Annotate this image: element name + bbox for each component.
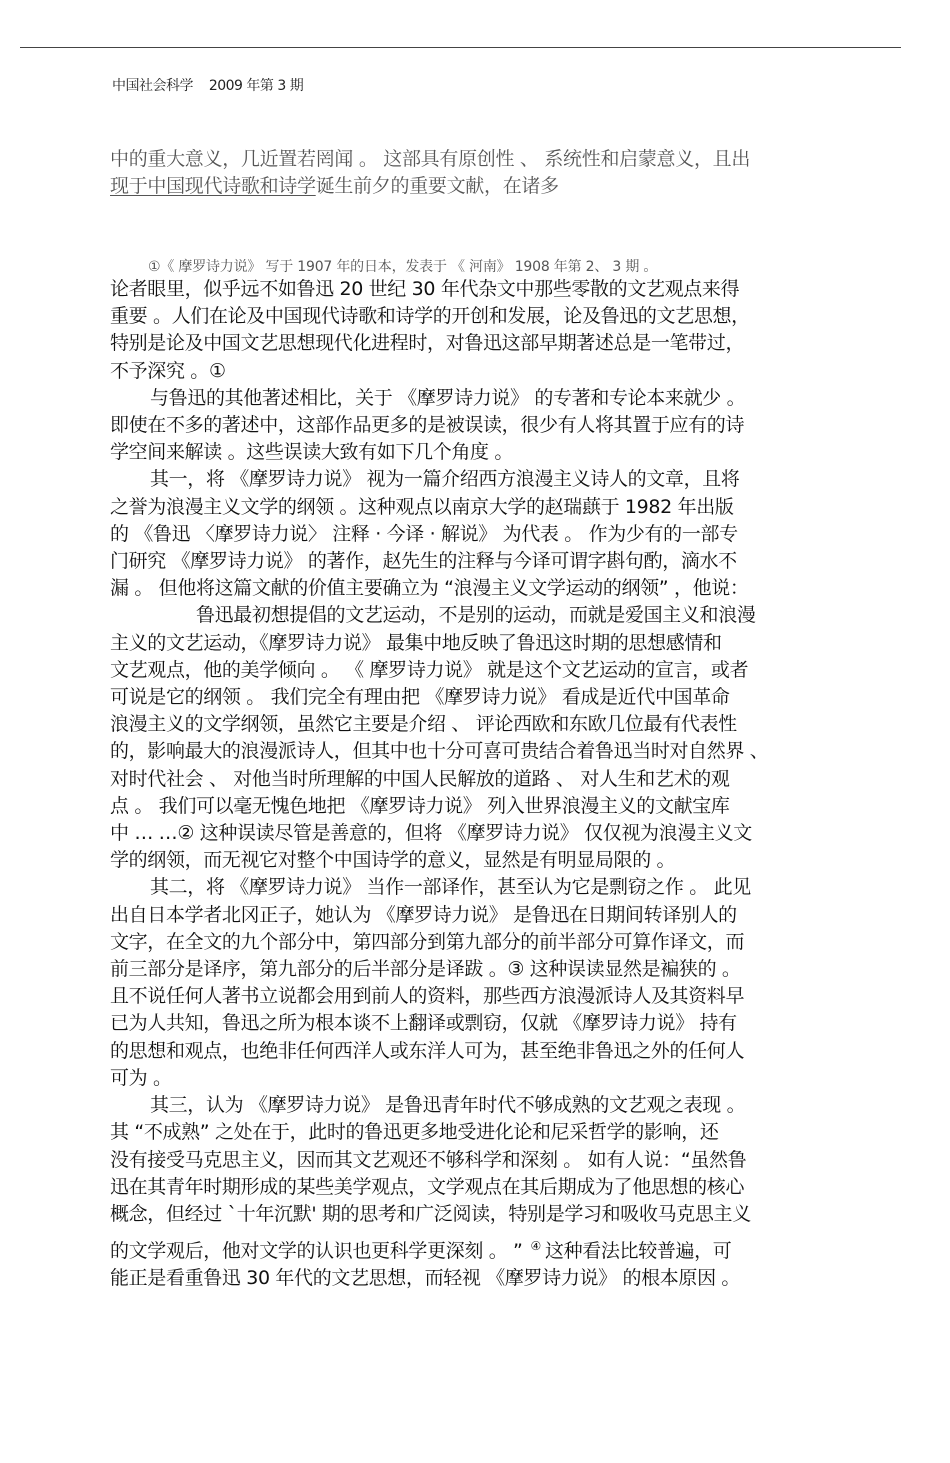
paragraph: 其二，将 《摩罗诗力说》 当作一部译作，甚至认为它是剽窃之作 。 此见 出自日本学者北冈正子，她认为 《摩罗诗力说》 是鲁迅在日期间转译别人的 文字，在全文的九个部分中，第四部分到第九部分的前半部分可算作译文，而 前三部分是译序，第九部分的后半部分是译跋 。③ 这种误读显然是褊狭的 。 且不说任何人著书立说都会用到前人的资料，那些西方浪漫派诗人及其资料早 已为人共知，鲁迅之所为根本谈不上翻译或剽窃，仅就 《摩罗诗力说》 持有 的思想和观点，也绝非任何西洋人或东洋人可为，甚至绝非鲁迅之外的任何人 可为 。 <box>110 876 751 1089</box>
continuation-line: 现于中国现代诗歌和诗学诞生前夕的重要文献，在诸多 <box>110 175 559 197</box>
issue-number: 2009 年第 3 期 <box>208 78 304 94</box>
article-body <box>110 276 840 1293</box>
footnote-marker: ④ <box>530 1239 541 1254</box>
underlined-phrase: 现于中国现代诗歌和诗学 <box>110 175 316 197</box>
paragraph: 与鲁迅的其他著述相比，关于 《摩罗诗力说》 的专著和专论本来就少 。 即使在不多的著述中，这部作品更多的是被误读，很少有人将其置于应有的诗 学空间来解读 。这些误读大致有如下几个角度 。 <box>110 386 746 464</box>
paragraph: 其一，将 《摩罗诗力说》 视为一篇介绍西方浪漫主义诗人的文章，且将 之誉为浪漫主义文学的纲领 。这种观点以南京大学的赵瑞蕻于 1982 年出版 的 《鲁迅 〈摩罗诗力说〉 注释 · 今译 · 解说》 为代表 。 作为少有的一部专 门研究 《摩罗诗力说》 的著作，赵先生的注释与今译可谓字斟句酌，滴水不 漏 。 但他将这篇文献的价值主要确立为 “浪漫主义文学运动的纲领” ，他说： <box>110 468 749 600</box>
continuation-line: 中的重大意义，几近置若罔闻 。 这部具有原创性 、 系统性和启蒙意义，且出 <box>110 148 751 170</box>
paragraph: 论者眼里，似乎远不如鲁迅 20 世纪 30 年代杂文中那些零散的文艺观点来得 重要 。人们在论及中国现代诗歌和诗学的开创和发展，论及鲁迅的文艺思想， 特别是论及中国文艺思想现代化进程时，对鲁迅这部早期著述总是一笔带过， 不予深究 。① <box>110 278 750 382</box>
block-quote: 鲁迅最初想提倡的文艺运动，不是别的运动，而就是爱国主义和浪漫 主义的文艺运动，《摩罗诗力说》 最集中地反映了鲁迅这时期的思想感情和 文艺观点，他的美学倾向 。 《 摩罗诗力说》 就是这个文艺运动的宣言，或者 可说是它的纲领 。 我们完全有理由把 《摩罗诗力说》 看成是近代中国革命 浪漫主义的文学纲领，虽然它主要是介绍 、 评论西欧和东欧几位最有代表性 的，影响最大的浪漫派诗人，但其中也十分可喜可贵结合着鲁迅当时对自然界 、 对时代社会 、 对他当时所理解的中国人民解放的道路 、 对人生和艺术的观 点 。 我们可以毫无愧色地把 《摩罗诗力说》 列入世界浪漫主义的文献宝库 中 … …② 这种误读尽管是善意的，但将 《摩罗诗力说》 仅仅视为浪漫主义文 学的纲领，而无视它对整个中国诗学的意义，显然是有明显局限的 。 <box>110 604 769 872</box>
top-rule <box>20 47 901 48</box>
journal-name: 中国社会科学 <box>112 78 193 94</box>
running-head <box>112 75 303 95</box>
paragraph: 其三，认为 《摩罗诗力说》 是鲁迅青年时代不够成熟的文艺观之表现 。 其 “不成熟” 之处在于，此时的鲁迅更多地受进化论和尼采哲学的影响，还 没有接受马克思主义，因而其文艺观还不够科学和深刻 。 如有人说：“虽然鲁 迅在其青年时期形成的某些美学观点，文学观点在其后期成为了他思想的核心 概念，但经过 `十年沉默' 期的思考和广泛阅读，特别是学习和吸收马克思主义 的文学观后，他对文学的认识也更科学更深刻 。 ” ④ 这种看法比较普遍，可 能正是看重鲁迅 30 年代的文艺思想，而轻视 《摩罗诗力说》 的根本原因 。 <box>110 1094 751 1290</box>
footnote-1: ①《 摩罗诗力说》 写于 1907 年的日本，发表于 《 河南》 1908 年第 2、 3 期 。 <box>148 259 658 275</box>
continuation-text <box>110 146 850 200</box>
